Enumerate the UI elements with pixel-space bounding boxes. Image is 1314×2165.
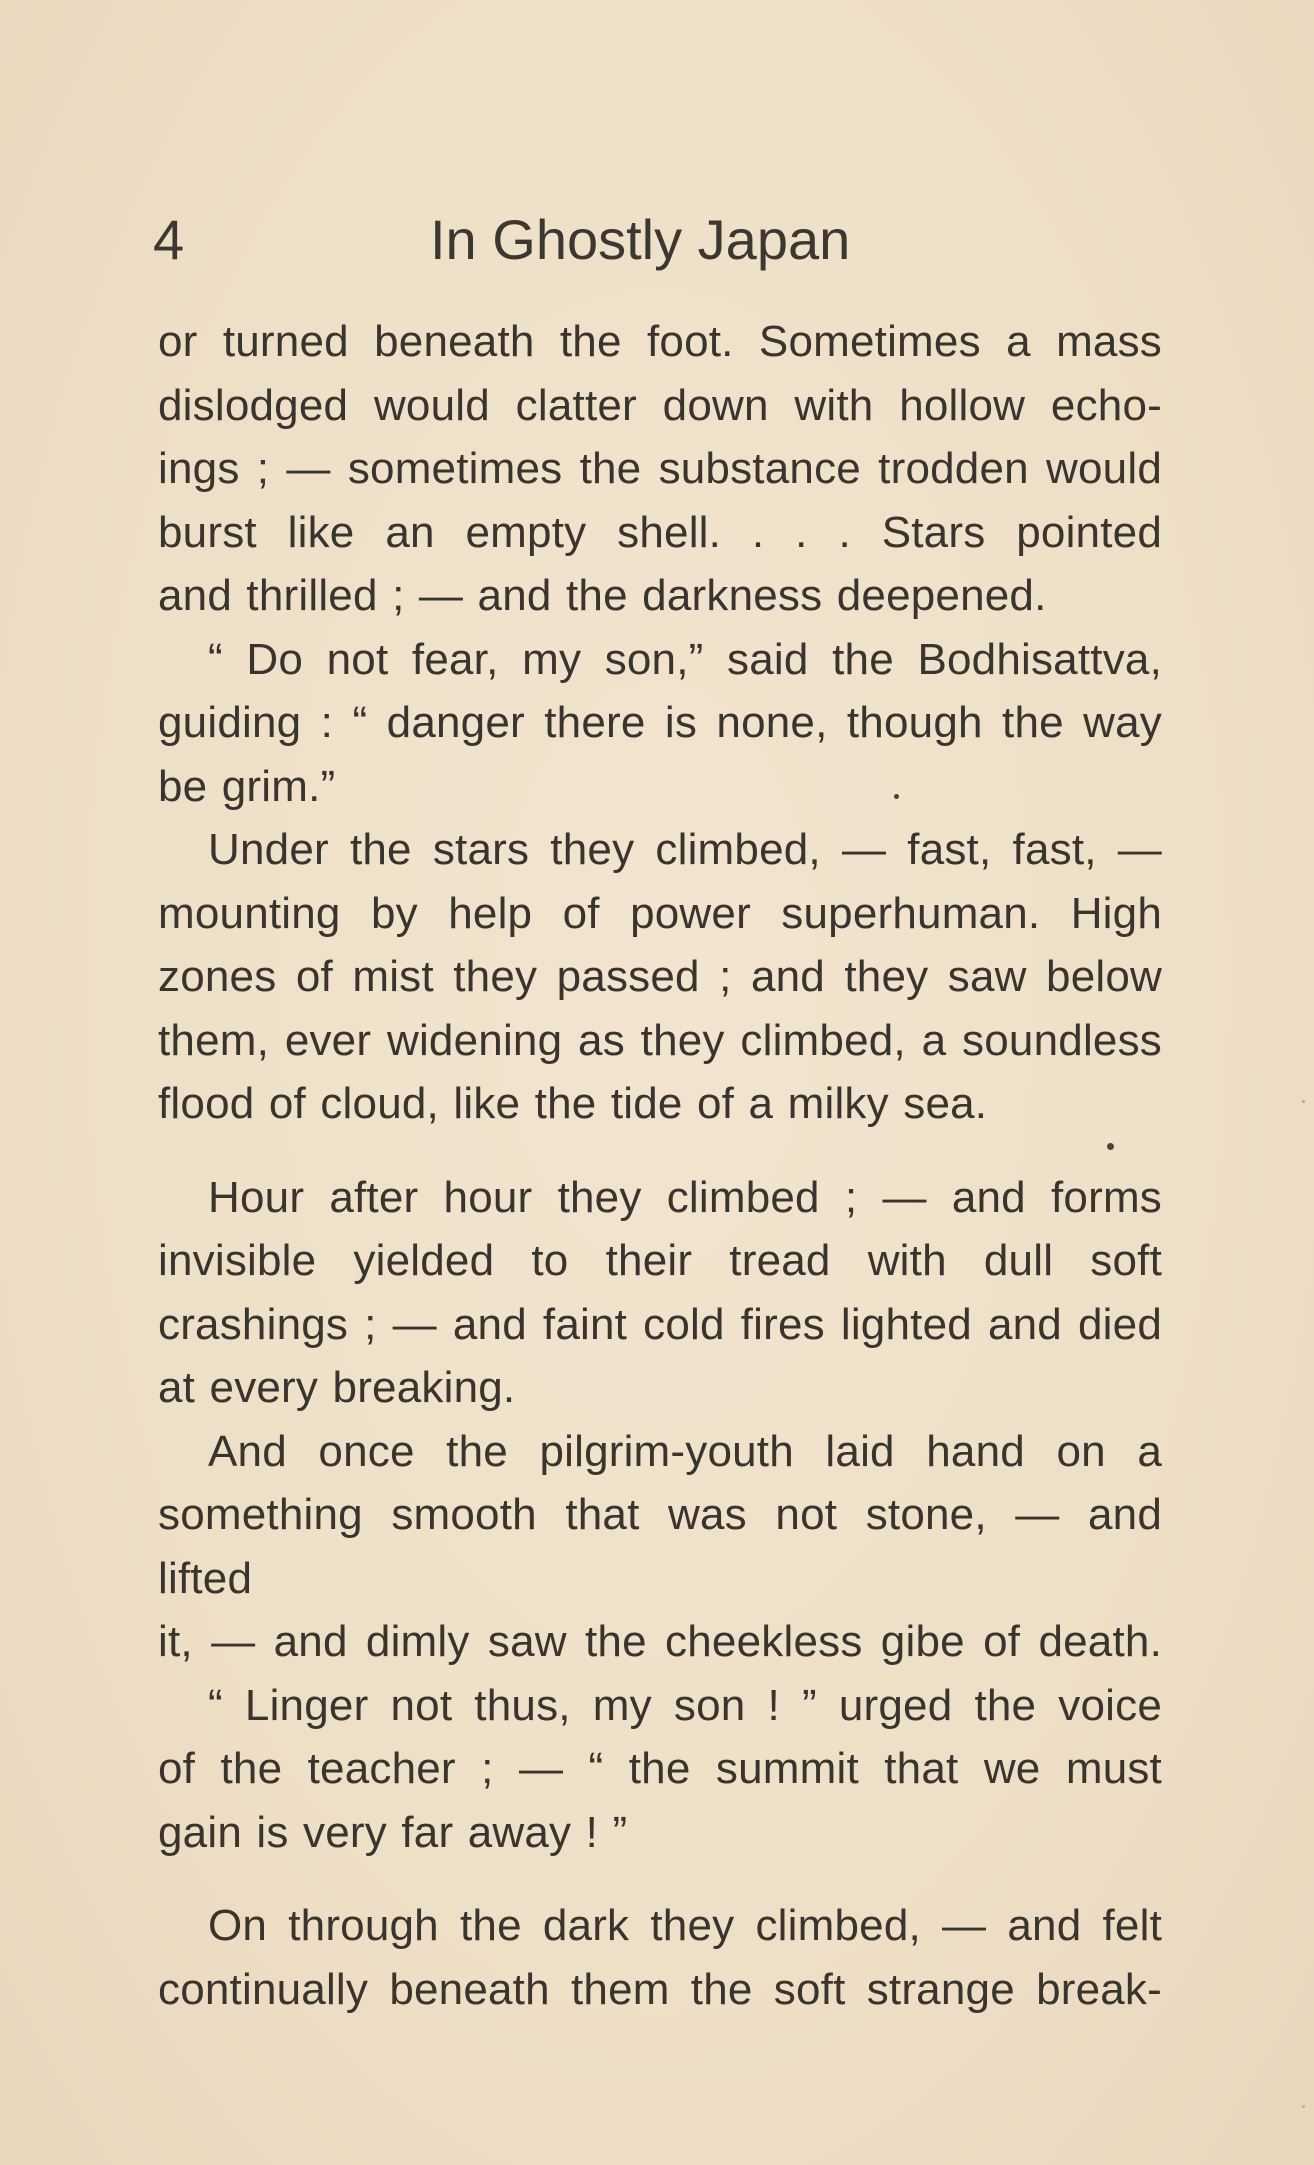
paper-speck [1302, 1100, 1305, 1103]
text-line: them, ever widening as they climbed, a soundless [158, 1015, 1162, 1065]
text-line: Hour after hour they climbed ; — and forms [208, 1172, 1162, 1222]
section-gap [158, 1864, 1162, 1894]
page-header [153, 205, 1163, 275]
paragraph [158, 628, 1162, 819]
paper-speck [1302, 2105, 1305, 2108]
text-line: at every breaking. [158, 1363, 516, 1412]
text-line: flood of cloud, like the tide of a milky sea. [158, 1079, 988, 1128]
text-line: guiding : “ danger there is none, though the way [158, 698, 1162, 747]
ink-speck [1107, 1143, 1114, 1150]
text-line: burst like an empty shell. . . . Stars pointed [158, 507, 1162, 557]
text-line: be grim.” [158, 761, 336, 811]
section-gap [158, 1136, 1162, 1166]
paragraph [158, 1674, 1162, 1865]
text-line: invisible yielded to their tread with dull soft [158, 1236, 1162, 1285]
text-line: something smooth that was not stone, — and lifted [158, 1490, 1162, 1603]
text-line: Under the stars they climbed, — fast, fast, — [208, 825, 1162, 874]
text-line: or turned beneath the foot. Sometimes a mass [158, 317, 1162, 366]
text-line: of the teacher ; — “ the summit that we must [158, 1744, 1162, 1793]
paragraph [158, 818, 1162, 1136]
paragraph [158, 1166, 1162, 1420]
text-line: “ Linger not thus, my son ! ” urged the voice [208, 1680, 1162, 1730]
text-line: On through the dark they climbed, — and felt [208, 1901, 1162, 1950]
page-number: 4 [153, 208, 185, 271]
body-text [158, 310, 1162, 2021]
text-line: gain is very far away ! ” [158, 1807, 628, 1857]
text-line: dislodged would clatter down with hollow echo- [158, 380, 1162, 430]
text-line: ings ; — sometimes the substance trodden would [158, 444, 1162, 493]
paragraph [158, 310, 1162, 628]
text-line: mounting by help of power superhuman. High [158, 888, 1162, 938]
text-line: and thrilled ; — and the darkness deepened. [158, 571, 1047, 620]
text-line: And once the pilgrim-youth laid hand on a [208, 1426, 1162, 1476]
text-line: “ Do not fear, my son,” said the Bodhisattva, [208, 634, 1162, 684]
paragraph [158, 1420, 1162, 1674]
text-line: zones of mist they passed ; and they saw below [158, 952, 1162, 1001]
text-line: it, — and dimly saw the cheekless gibe of death. [158, 1617, 1162, 1666]
paragraph [158, 1894, 1162, 2021]
ink-speck [894, 794, 899, 799]
text-line: crashings ; — and faint cold fires lighted and died [158, 1299, 1162, 1349]
text-line: continually beneath them the soft strange break- [158, 1964, 1162, 2014]
running-title: In Ghostly Japan [430, 208, 851, 271]
